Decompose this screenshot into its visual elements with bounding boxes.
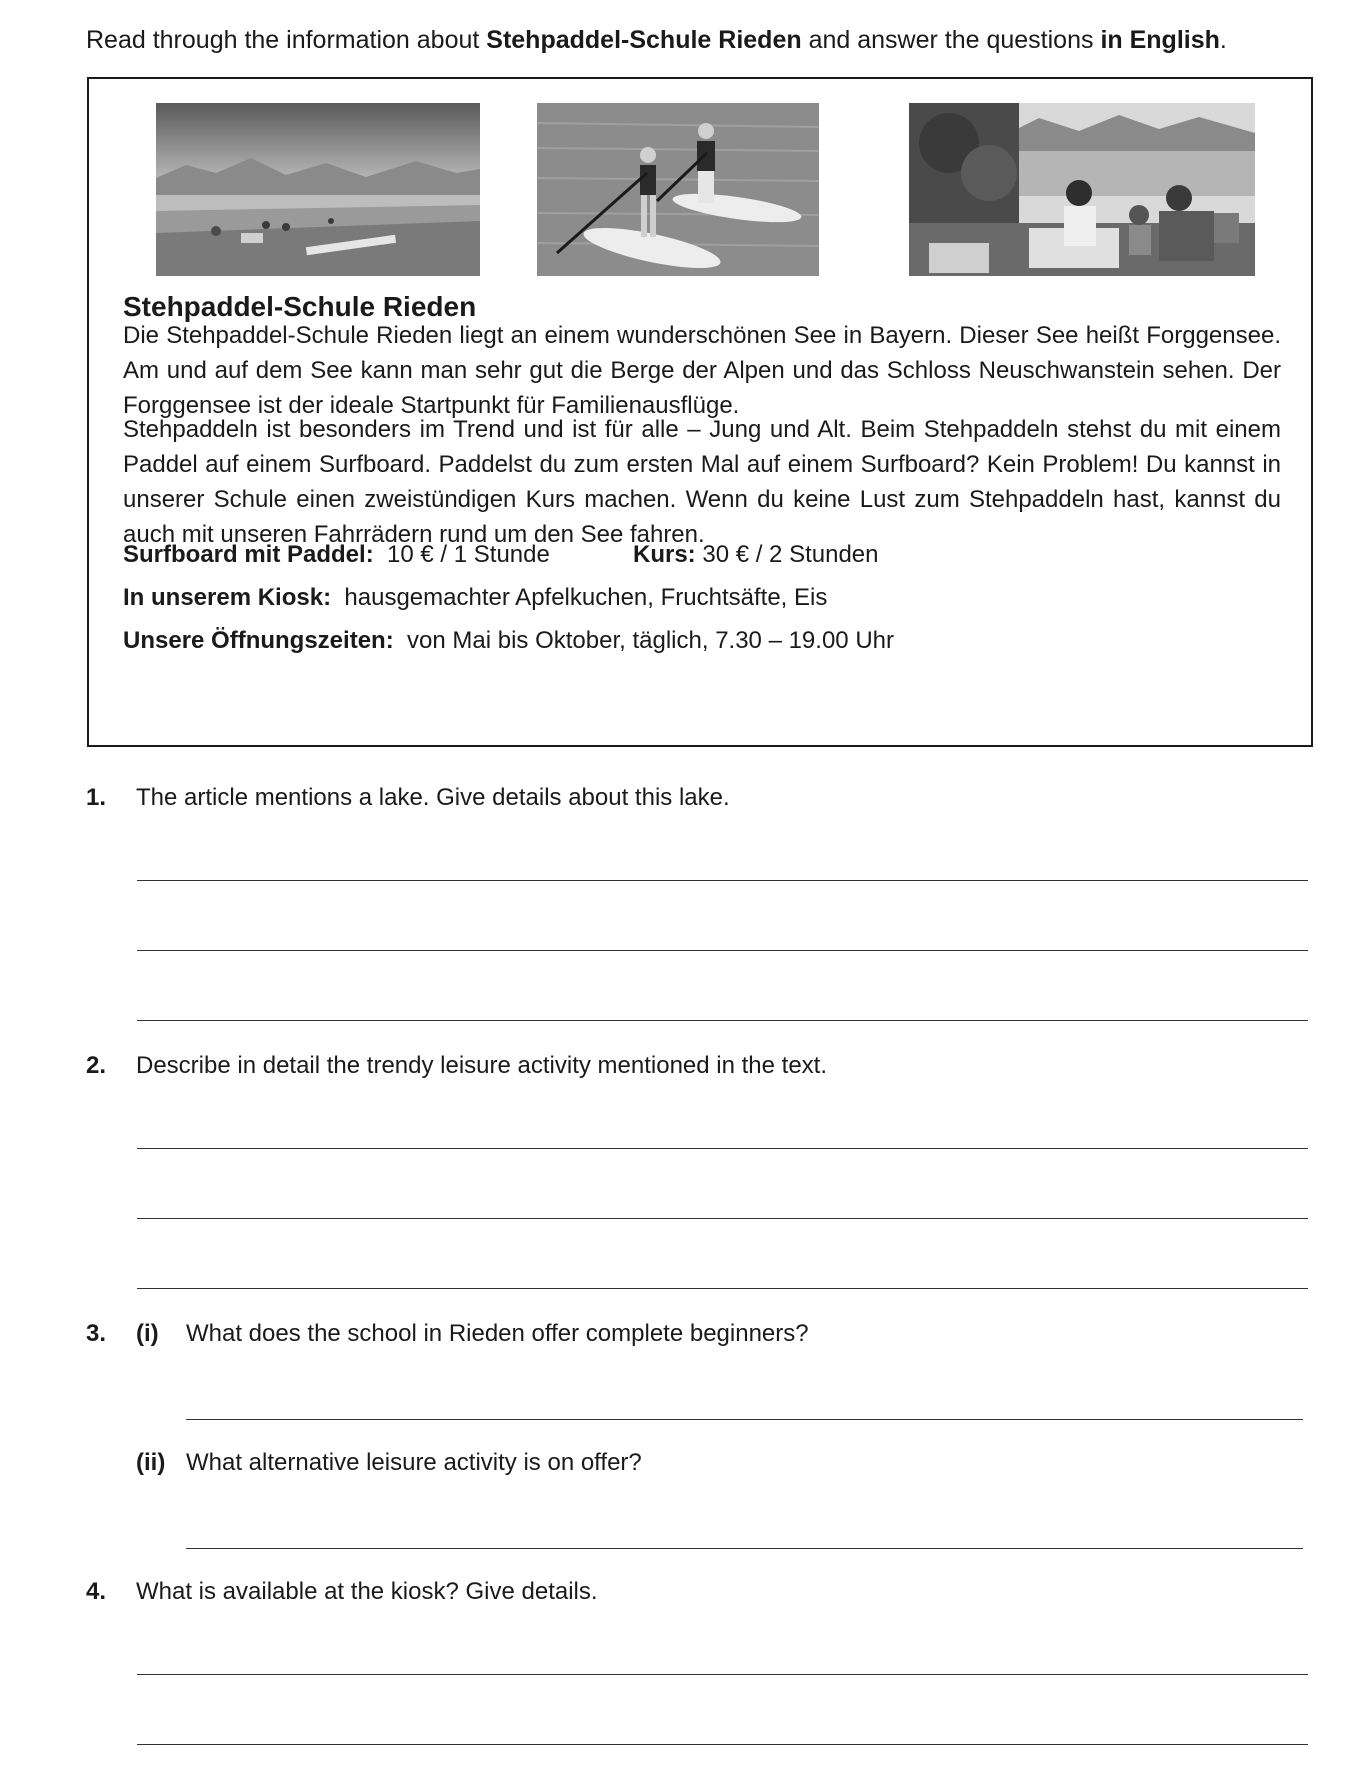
beach-lake-photo bbox=[156, 103, 480, 276]
article-box bbox=[87, 77, 1313, 747]
article-paragraph-1: Die Stehpaddel-Schule Rieden liegt an einem wunderschönen See in Bayern. Dieser See heißt Forggensee. Am und auf dem See kann man sehr gut die Berge der Alpen und das Schloss Neuschwanstein sehen. Der Forggensee ist der ideale Startpunkt für Familienausflüge. bbox=[123, 322, 1281, 419]
price-line: Surfboard mit Paddel: 10 € / 1 Stunde bbox=[123, 541, 550, 568]
answer-line[interactable] bbox=[137, 1148, 1308, 1149]
answer-line[interactable] bbox=[137, 950, 1308, 951]
answer-line[interactable] bbox=[137, 1674, 1308, 1675]
answer-line[interactable] bbox=[137, 1744, 1308, 1745]
kiosk-line: In unserem Kiosk: hausgemachter Apfelkuchen, Fruchtsäfte, Eis bbox=[123, 584, 828, 611]
question-4: 4. What is available at the kiosk? Give details. bbox=[86, 1578, 598, 1605]
question-1: 1. The article mentions a lake. Give details about this lake. bbox=[86, 784, 730, 811]
answer-line[interactable] bbox=[137, 880, 1308, 881]
course-price-line: Kurs: 30 € / 2 Stunden bbox=[633, 541, 879, 568]
article-title: Stehpaddel-Schule Rieden bbox=[123, 291, 477, 322]
question-2: 2. Describe in detail the trendy leisure activity mentioned in the text. bbox=[86, 1052, 828, 1079]
lakeside-cafe-photo bbox=[909, 103, 1255, 276]
answer-line[interactable] bbox=[137, 1288, 1308, 1289]
instruction: Read through the information about Stehpaddel-Schule Rieden and answer the questions in English. bbox=[86, 26, 1227, 54]
paddleboarders-photo bbox=[537, 103, 819, 276]
answer-line[interactable] bbox=[186, 1548, 1303, 1549]
question-3-ii: (ii) What alternative leisure activity is on offer? bbox=[136, 1449, 642, 1476]
article-paragraph-2: Stehpaddeln ist besonders im Trend und ist für alle – Jung und Alt. Beim Stehpaddeln stehst du mit einem Paddel auf einem Surfboard. Paddelst du zum ersten Mal auf einem Surfboard? Kein Problem! Du kannst in unserer Schule einen zweistündigen Kurs machen. Wenn du keine Lust zum Stehpaddeln hast, kannst du auch mit unseren Fahrrädern rund um den See fahren. bbox=[123, 416, 1281, 548]
question-3-i: 3. (i) What does the school in Rieden offer complete beginners? bbox=[86, 1320, 809, 1347]
answer-line[interactable] bbox=[137, 1020, 1308, 1021]
answer-line[interactable] bbox=[137, 1218, 1308, 1219]
opening-hours-line: Unsere Öffnungszeiten: von Mai bis Oktober, täglich, 7.30 – 19.00 Uhr bbox=[123, 627, 894, 654]
answer-line[interactable] bbox=[186, 1419, 1303, 1420]
